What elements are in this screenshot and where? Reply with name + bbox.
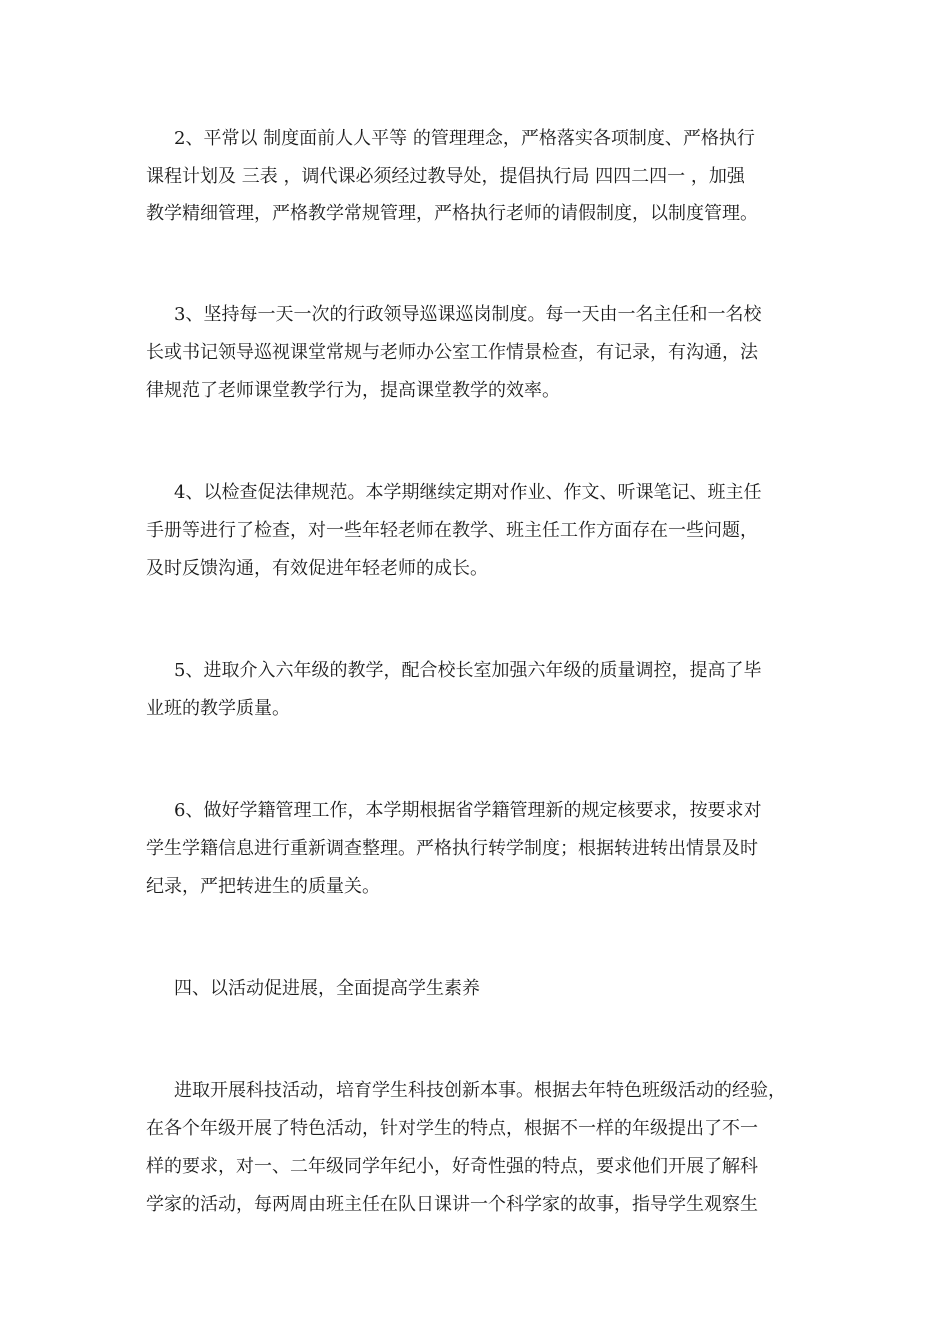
paragraph-4-line-1: 5、进取介入六年级的教学，配合校长室加强六年级的质量调控，提高了毕 xyxy=(174,660,762,681)
paragraph-5-line-3: 纪录，严把转进生的质量关。 xyxy=(146,876,380,897)
paragraph-3-line-2: 手册等进行了检查，对一些年轻老师在教学、班主任工作方面存在一些问题， xyxy=(146,520,758,541)
paragraph-7-line-4: 学家的活动，每两周由班主任在队日课讲一个科学家的故事，指导学生观察生 xyxy=(146,1194,758,1215)
paragraph-7-line-1: 进取开展科技活动，培育学生科技创新本事。根据去年特色班级活动的经验， xyxy=(174,1080,786,1101)
paragraph-5-line-1: 6、做好学籍管理工作，本学期根据省学籍管理新的规定核要求，按要求对 xyxy=(174,800,762,821)
paragraph-2-line-1: 3、坚持每一天一次的行政领导巡课巡岗制度。每一天由一名主任和一名校 xyxy=(174,304,762,325)
paragraph-5-line-2: 学生学籍信息进行重新调查整理。严格执行转学制度；根据转进转出情景及时 xyxy=(146,838,758,859)
paragraph-1-line-2: 课程计划及 三表 ，调代课必须经过教导处，提倡执行局 四四二四一 ，加强 xyxy=(146,166,745,187)
section-heading: 四、以活动促进展，全面提高学生素养 xyxy=(174,978,480,999)
paragraph-2-line-3: 律规范了老师课堂教学行为，提高课堂教学的效率。 xyxy=(146,380,560,401)
paragraph-1-line-1: 2、平常以 制度面前人人平等 的管理理念，严格落实各项制度、严格执行 xyxy=(174,128,755,149)
paragraph-4-line-2: 业班的教学质量。 xyxy=(146,698,290,719)
paragraph-3-line-3: 及时反馈沟通，有效促进年轻老师的成长。 xyxy=(146,558,488,579)
paragraph-3-line-1: 4、以检查促法律规范。本学期继续定期对作业、作文、听课笔记、班主任 xyxy=(174,482,762,503)
paragraph-7-line-3: 样的要求，对一、二年级同学年纪小，好奇性强的特点，要求他们开展了解科 xyxy=(146,1156,758,1177)
paragraph-2-line-2: 长或书记领导巡视课堂常规与老师办公室工作情景检查，有记录，有沟通，法 xyxy=(146,342,758,363)
paragraph-1-line-3: 教学精细管理，严格教学常规管理，严格执行老师的请假制度，以制度管理。 xyxy=(146,203,758,224)
paragraph-7-line-2: 在各个年级开展了特色活动，针对学生的特点，根据不一样的年级提出了不一 xyxy=(146,1118,758,1139)
